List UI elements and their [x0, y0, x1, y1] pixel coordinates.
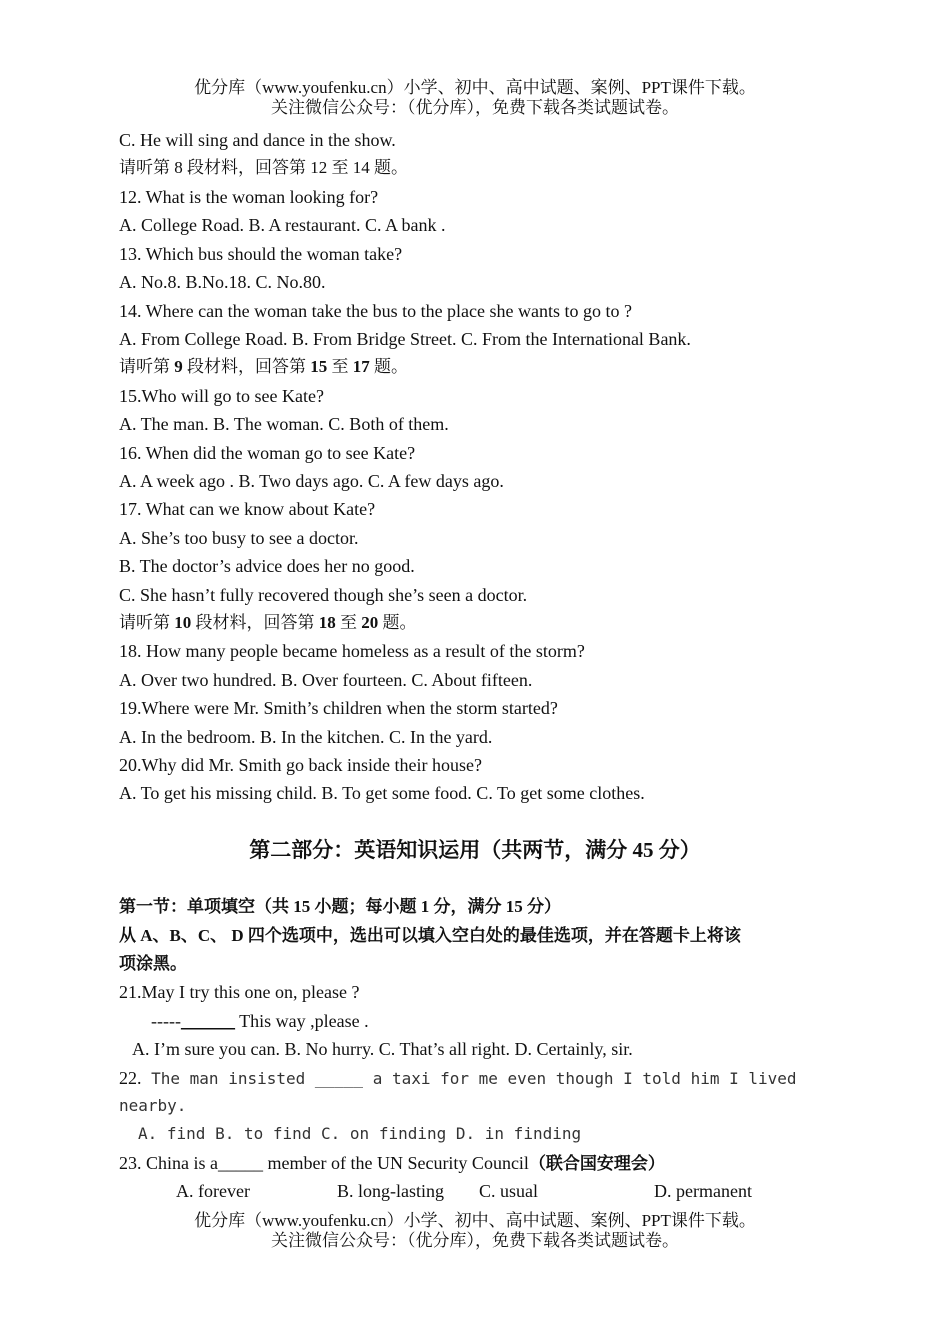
question-15-options: A. The man. B. The woman. C. Both of them.: [119, 414, 449, 434]
footer-line-2: 关注微信公众号：（优分库），免费下载各类试题试卷。: [271, 1231, 679, 1250]
question-12: 12. What is the woman looking for?: [119, 187, 379, 207]
instruction-line-2: 项涂黑。: [119, 954, 187, 973]
question-13: 13. Which bus should the woman take?: [119, 244, 403, 264]
question-20-options: A. To get his missing child. B. To get some food. C. To get some clothes.: [119, 783, 645, 803]
question-22-continuation: nearby.: [119, 1096, 187, 1115]
question-23-option-b: B. long-lasting: [337, 1181, 444, 1201]
question-17-option-a: A. She’s too busy to see a doctor.: [119, 528, 359, 548]
question-19: 19.Where were Mr. Smith’s children when the storm started?: [119, 698, 558, 718]
section-10-instruction: 请听第 10 段材料，回答第 18 至 20 题。: [119, 613, 417, 632]
question-23-option-c: C. usual: [479, 1181, 539, 1201]
question-15: 15.Who will go to see Kate?: [119, 386, 324, 406]
question-21-blank: ______: [180, 1011, 235, 1031]
header-line-1: 优分库（www.youfenku.cn）小学、初中、高中试题、案例、PPT课件下载。: [194, 78, 756, 97]
section-9-instruction: 请听第 9 段材料，回答第 15 至 17 题。: [119, 357, 408, 376]
question-16-options: A. A week ago . B. Two days ago. C. A few days ago.: [119, 471, 504, 491]
question-23-option-d: D. permanent: [654, 1181, 752, 1201]
question-18-options: A. Over two hundred. B. Over fourteen. C. About fifteen.: [119, 670, 533, 690]
question-21-reply: -----______ This way ,please .: [151, 1011, 369, 1031]
question-19-options: A. In the bedroom. B. In the kitchen. C. In the yard.: [119, 727, 493, 747]
question-14: 14. Where can the woman take the bus to the place she wants to go to ?: [119, 301, 633, 321]
section-8-instruction: 请听第 8 段材料，回答第 12 至 14 题。: [119, 158, 408, 177]
instruction-line-1: 从 A、B、C、 D 四个选项中，选出可以填入空白处的最佳选项，并在答题卡上将该: [119, 926, 741, 945]
question-23: 23. China is a_____ member of the UN Security Council（联合国安理会）: [119, 1153, 665, 1173]
question-14-options: A. From College Road. B. From Bridge Street. C. From the International Bank.: [119, 329, 691, 349]
question-18: 18. How many people became homeless as a result of the storm?: [119, 641, 585, 661]
q11-option-c: C. He will sing and dance in the show.: [119, 130, 396, 150]
section-1-title: 第一节：单项填空（共 15 小题；每小题 1 分，满分 15 分）: [119, 897, 561, 916]
question-13-options: A. No.8. B.No.18. C. No.80.: [119, 272, 326, 292]
question-16: 16. When did the woman go to see Kate?: [119, 443, 416, 463]
part-2-title: 第二部分：英语知识运用（共两节，满分 45 分）: [249, 838, 701, 862]
question-17-option-b: B. The doctor’s advice does her no good.: [119, 556, 415, 576]
question-17: 17. What can we know about Kate?: [119, 499, 376, 519]
question-17-option-c: C. She hasn’t fully recovered though she’s seen a doctor.: [119, 585, 528, 605]
footer-line-1: 优分库（www.youfenku.cn）小学、初中、高中试题、案例、PPT课件下载。: [194, 1211, 756, 1230]
question-12-options: A. College Road. B. A restaurant. C. A bank .: [119, 215, 446, 235]
question-22: 22. The man insisted _____ a taxi for me even though I told him I lived: [119, 1068, 797, 1088]
question-20: 20.Why did Mr. Smith go back inside their house?: [119, 755, 482, 775]
header-line-2: 关注微信公众号：（优分库），免费下载各类试题试卷。: [271, 98, 679, 117]
question-23-option-a: A. forever: [176, 1181, 250, 1201]
question-22-options: A. find B. to find C. on finding D. in finding: [138, 1124, 582, 1143]
question-21-options: A. I’m sure you can. B. No hurry. C. That’s all right. D. Certainly, sir.: [132, 1039, 633, 1059]
question-21: 21.May I try this one on, please ?: [119, 982, 360, 1002]
